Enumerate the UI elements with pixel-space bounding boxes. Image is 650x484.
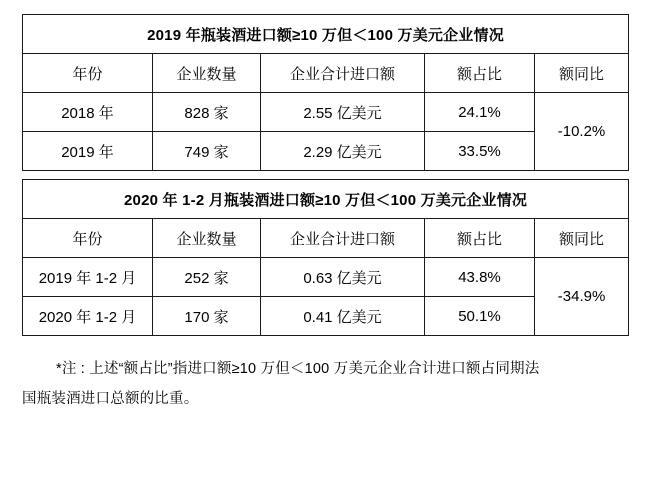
cell-share: 33.5% — [425, 132, 535, 171]
cell-count: 252 家 — [153, 258, 261, 297]
column-header-count: 企业数量 — [153, 54, 261, 93]
table-title: 2020 年 1-2 月瓶装酒进口额≥10 万但＜100 万美元企业情况 — [23, 180, 629, 219]
column-header-share: 额占比 — [425, 54, 535, 93]
column-header-year: 年份 — [23, 54, 153, 93]
cell-year: 2019 年 1-2 月 — [23, 258, 153, 297]
cell-count: 170 家 — [153, 297, 261, 336]
column-header-year: 年份 — [23, 219, 153, 258]
table-title-row — [23, 15, 629, 54]
table-header-row — [23, 54, 629, 93]
cell-year: 2020 年 1-2 月 — [23, 297, 153, 336]
table-spacer — [22, 171, 628, 179]
cell-share: 24.1% — [425, 93, 535, 132]
cell-amount: 2.29 亿美元 — [261, 132, 425, 171]
table-row — [23, 93, 629, 132]
table-2019 — [22, 14, 629, 171]
column-header-yoy: 额同比 — [535, 54, 629, 93]
footnote-line-2: 国瓶装酒进口总额的比重。 — [22, 391, 199, 407]
column-header-share: 额占比 — [425, 219, 535, 258]
column-header-amount: 企业合计进口额 — [261, 219, 425, 258]
cell-amount: 0.63 亿美元 — [261, 258, 425, 297]
table-row — [23, 258, 629, 297]
column-header-amount: 企业合计进口额 — [261, 54, 425, 93]
cell-yoy: -34.9% — [535, 258, 629, 336]
column-header-count: 企业数量 — [153, 219, 261, 258]
footnote — [22, 354, 628, 414]
cell-count: 749 家 — [153, 132, 261, 171]
cell-yoy: -10.2% — [535, 93, 629, 171]
table-title: 2019 年瓶装酒进口额≥10 万但＜100 万美元企业情况 — [23, 15, 629, 54]
footnote-line-1: *注 : 上述“额占比”指进口额≥10 万但＜100 万美元企业合计进口额占同期法 — [56, 361, 540, 377]
cell-year: 2019 年 — [23, 132, 153, 171]
cell-share: 50.1% — [425, 297, 535, 336]
table-header-row — [23, 219, 629, 258]
cell-year: 2018 年 — [23, 93, 153, 132]
table-2020 — [22, 179, 629, 336]
table-title-row — [23, 180, 629, 219]
cell-amount: 0.41 亿美元 — [261, 297, 425, 336]
column-header-yoy: 额同比 — [535, 219, 629, 258]
cell-count: 828 家 — [153, 93, 261, 132]
cell-amount: 2.55 亿美元 — [261, 93, 425, 132]
cell-share: 43.8% — [425, 258, 535, 297]
